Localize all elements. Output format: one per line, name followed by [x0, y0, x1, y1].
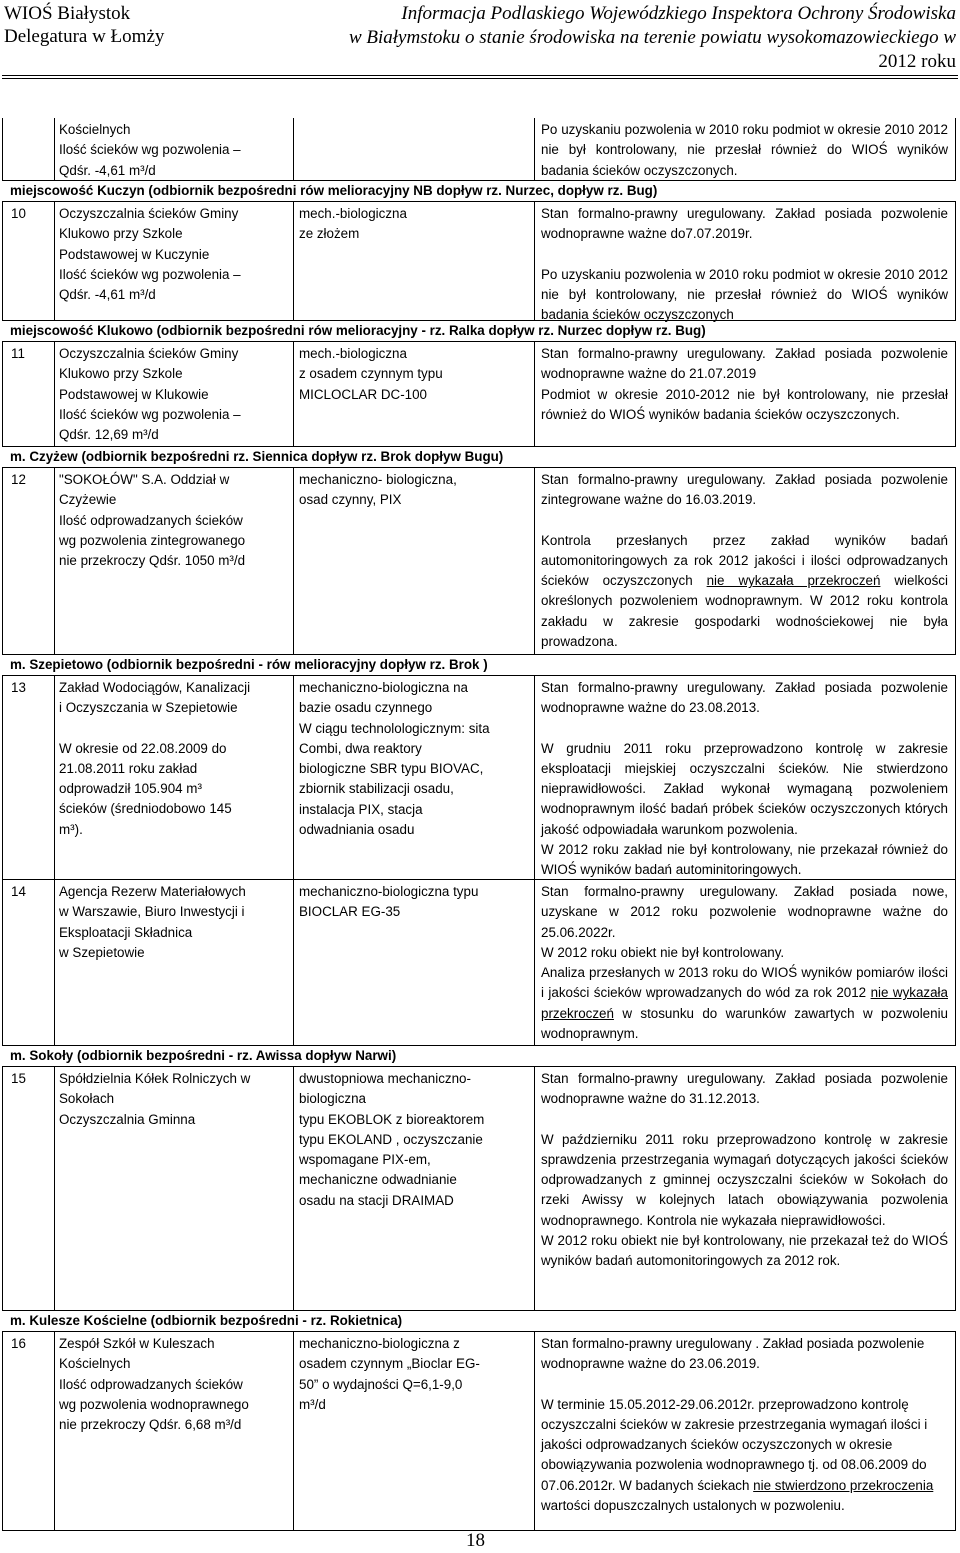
status-text: Stan formalno-prawny uregulowany. Zakład posiada nowe, uzyskane w 2012 roku pozwolenie wodnoprawne ważne do 25.06.2022r. W 2012 roku obiekt nie był kontrolowany. Analiza przesłanych w 2013 roku do WIOŚ wyników pomiarów ilości i jakości ścieków wprowadzanych do wód za rok 2012 nie wykazała przekroczeń w stosunku do warunków zawartych w pozwoleniu wodnoprawnym.	[541, 884, 948, 1042]
facility-name: Spółdzielnia Kółek Rolniczych w Sokołach Oczyszczalnia Gminna	[59, 1071, 251, 1127]
row-number: 14	[11, 884, 26, 899]
facility-name: Zakład Wodociągów, Kanalizacji i Oczyszczania w Szepietowie W okresie od 22.08.2009 do 21.08.2011 roku zakład odprowadził 105.904 m³ ścieków (średniodobowo 145 m³).	[59, 680, 251, 837]
header-title-line1: Informacja Podlaskiego Wojewódzkiego Inspektora Ochrony Środowiska	[401, 3, 956, 24]
treatment-technology: mechaniczno-biologiczna z osadem czynnym „Bioclar EG- 50” o wydajności Q=6,1-9,0 m³/d	[299, 1336, 480, 1412]
header-branch: Delegatura w Łomży	[4, 26, 165, 47]
header-rule-2	[2, 78, 958, 79]
table-row	[2, 467, 956, 654]
header-title-line3: 2012 roku	[878, 51, 956, 72]
section-header: m. Szepietowo (odbiornik bezpośredni - rów melioracyjny dopływ rz. Brok )	[2, 654, 956, 675]
treatment-technology: mechaniczno-biologiczna typu BIOCLAR EG-35	[299, 884, 479, 920]
table-row	[2, 341, 956, 446]
facilities-table	[2, 118, 956, 1531]
facility-name: "SOKOŁÓW" S.A. Oddział w Czyżewie Ilość odprowadzanych ścieków wg pozwolenia zintegrowanego nie przekroczy Qdśr. 1050 m³/d	[59, 472, 246, 569]
status-text: Stan formalno-prawny uregulowany. Zakład posiada pozwolenie zintegrowane ważne do 16.03.2019. Kontrola przesłanych przez zakład wyników badań automonitoringowych za rok 2012 jakości i ilości odprowadzanych ścieków oczyszczonych nie wykazała przekroczeń wielkości określonych pozwoleniem wodnoprawnym. W 2012 roku kontrola zakładu w zakresie gospodarki wodnościekowej nie była prowadzona.	[541, 472, 948, 650]
row-number: 13	[11, 680, 26, 695]
table-row	[2, 1331, 956, 1530]
header-org: WIOŚ Białystok	[4, 3, 131, 24]
status-text: Po uzyskaniu pozwolenia w 2010 roku podmiot w okresie 2010 2012 nie był kontrolowany, nie przesłał również do WIOŚ wyników badania ścieków oczyszczonych.	[541, 122, 948, 178]
status-text: Stan formalno-prawny uregulowany. Zakład posiada pozwolenie wodnoprawne ważne do 23.08.2013. W grudniu 2011 roku przeprowadzono kontrolę w zakresie eksploatacji miejskiej oczyszczalni ścieków. Nie stwierdzono nieprawidłowości. Zakład wykonał wymaganą pozwoleniem wodnoprawnym ilość badań próbek ścieków oczyszczonych których jakość odpowiadała warunkom pozwolenia. W 2012 roku zakład nie był kontrolowany, nie przekazał również do WIOŚ wyników badań autominitoringowych.	[541, 680, 948, 878]
status-text: Stan formalno-prawny uregulowany. Zakład posiada pozwolenie wodnoprawne ważne do 31.12.2013. W październiku 2011 roku przeprowadzono kontrolę w zakresie sprawdzenia przestrzegania wymagań dotyczących jakości ścieków odprowadzanych z gminnej oczyszczalni ścieków w Sokołach do rzeki Awissy w kolejnych latach obowiązywania pozwolenia wodnoprawnego. Kontrola nie wykazała nieprawidłowości. W 2012 roku obiekt nie był kontrolowany, nie przekazał też do WIOŚ wyników badań automonitoringowych za 2012 rok.	[541, 1071, 948, 1269]
table-row	[2, 1066, 956, 1310]
status-text: Stan formalno-prawny uregulowany . Zakład posiada pozwolenie wodnoprawne ważne do 23.06.2019. W terminie 15.05.2012-29.06.2012r. przeprowadzono kontrolę oczyszczalni ścieków w zakresie przestrzegania wymagań ilości i jakości odprowadzanych ścieków oczyszczonych w okresie obowiązywania pozwolenia wodnoprawnego tj. od 08.06.2009 do 07.06.2012r. W badanych ściekach nie stwierdzono przekroczenia wartości dopuszczalnych ustalonych w pozwoleniu.	[541, 1336, 934, 1514]
section-header: m. Czyżew (odbiornik bezpośredni rz. Siennica dopływ rz. Brok dopływ Bugu)	[2, 446, 956, 467]
row-number: 12	[11, 472, 26, 487]
row-number: 10	[11, 206, 26, 221]
row-number: 15	[11, 1071, 26, 1086]
header-rule	[2, 75, 958, 76]
table-row	[2, 201, 956, 323]
section-header: m. Sokoły (odbiornik bezpośredni - rz. Awissa dopływ Narwi)	[2, 1045, 956, 1066]
header-right	[268, 2, 956, 74]
highlight-text: nie wykazała przekroczeń	[541, 985, 948, 1021]
treatment-technology: mech.-biologiczna ze złożem	[299, 206, 407, 242]
highlight-text: nie stwierdzono przekroczenia	[753, 1477, 934, 1493]
header-title-line2: w Białymstoku o stanie środowiska na terenie powiatu wysokomazowieckiego w	[348, 27, 956, 48]
table-row	[2, 879, 956, 1045]
status-text: Stan formalno-prawny uregulowany. Zakład posiada pozwolenie wodnoprawne ważne do 21.07.2019 Podmiot w okresie 2010-2012 nie był kontrolowany, nie przesłał również do WIOŚ wyników badania ścieków oczyszczonych.	[541, 346, 948, 422]
header-left	[4, 2, 164, 48]
facility-name: Oczyszczalnia ścieków Gminy Klukowo przy Szkole Podstawowej w Kuczynie Ilość ścieków wg pozwolenia – Qdśr. -4,61 m³/d	[59, 206, 241, 303]
row-number: 16	[11, 1336, 26, 1351]
section-header: miejscowość Kuczyn (odbiornik bezpośredni rów melioracyjny NB dopływ rz. Nurzec, dopływ rz. Bug)	[2, 180, 956, 201]
section-header: miejscowość Klukowo (odbiornik bezpośredni rów melioracyjny - rz. Ralka dopływ rz. Nurzec dopływ rz. Bug)	[2, 320, 956, 341]
facility-name: Agencja Rezerw Materiałowych w Warszawie, Biuro Inwestycji i Eksploatacji Składnica w Szepietowie	[59, 884, 246, 960]
row-number: 11	[11, 346, 25, 361]
facility-name: Kościelnych Ilość ścieków wg pozwolenia – Qdśr. -4,61 m³/d	[59, 122, 241, 178]
treatment-technology: mechaniczno- biologiczna, osad czynny, PIX	[299, 472, 457, 508]
facility-name: Oczyszczalnia ścieków Gminy Klukowo przy Szkole Podstawowej w Klukowie Ilość ścieków wg pozwolenia – Qdśr. 12,69 m³/d	[59, 346, 241, 443]
section-header: m. Kulesze Kościelne (odbiornik bezpośredni - rz. Rokietnica)	[2, 1310, 956, 1331]
facility-name: Zespół Szkół w Kuleszach Kościelnych Ilość odprowadzanych ścieków wg pozwolenia wodnoprawnego nie przekroczy Qdśr. 6,68 m³/d	[59, 1336, 249, 1433]
treatment-technology: dwustopniowa mechaniczno- biologiczna typu EKOBLOK z bioreaktorem typu EKOLAND , oczyszczanie wspomagane PIX-em, mechaniczne odwadnianie osadu na stacji DRAIMAD	[299, 1071, 485, 1208]
treatment-technology: mech.-biologiczna z osadem czynnym typu MICLOCLAR DC-100	[299, 346, 443, 402]
page-number: 18	[466, 1530, 485, 1551]
treatment-technology: mechaniczno-biologiczna na bazie osadu czynnego W ciągu technolologicznym: sita Combi, dwa reaktory biologiczne SBR typu BIOVAC, zbiornik stabilizacji osadu, instalacja PIX, stacja odwadniania osadu	[299, 680, 490, 838]
table-row	[2, 118, 956, 180]
highlight-text: nie wykazała przekroczeń	[706, 573, 881, 589]
table-row	[2, 675, 956, 879]
status-text: Stan formalno-prawny uregulowany. Zakład posiada pozwolenie wodnoprawne ważne do7.07.2019r. Po uzyskaniu pozwolenia w 2010 roku podmiot w okresie 2010 2012 nie był kontrolowany, nie przesłał również do WIOŚ wyników badania ścieków oczyszczonych	[541, 206, 948, 323]
